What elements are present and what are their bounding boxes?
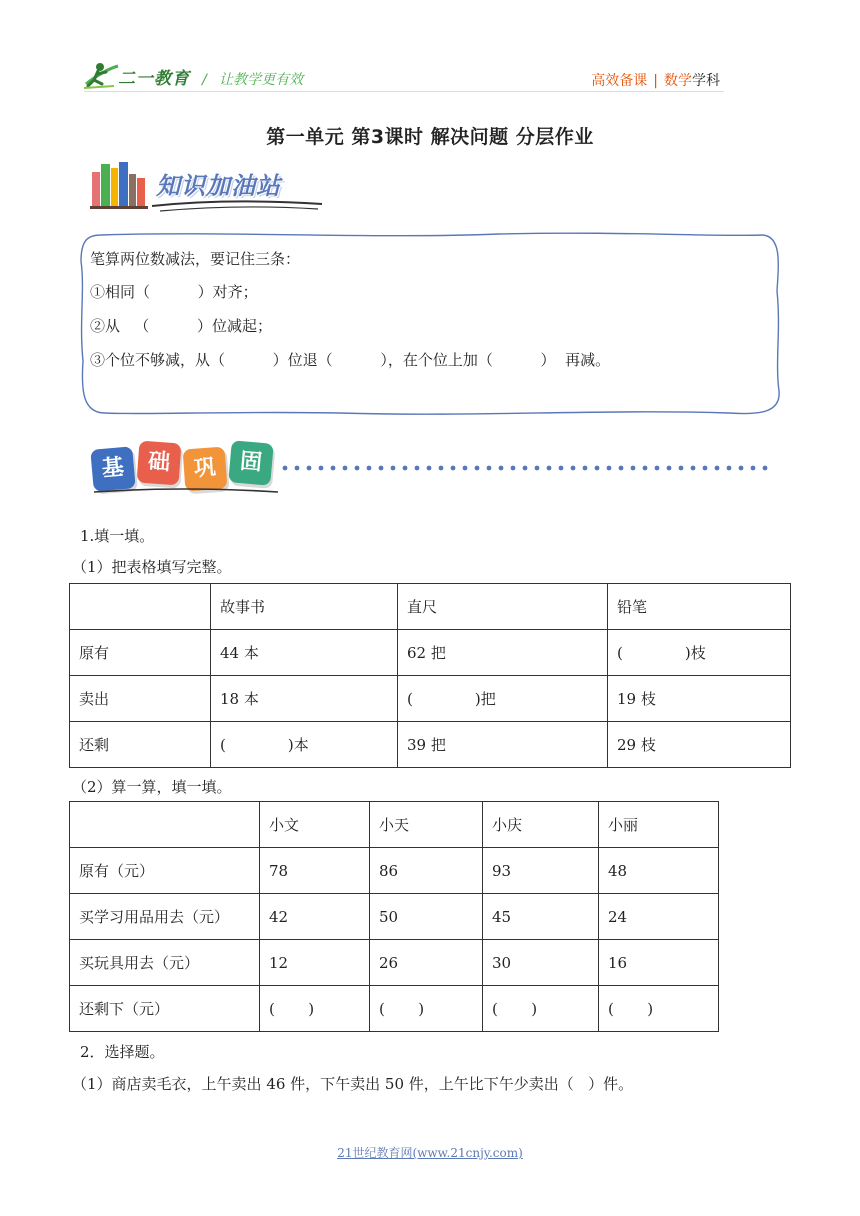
table-1 bbox=[69, 583, 791, 768]
table-row bbox=[70, 722, 791, 768]
table-1-cell: 直尺 bbox=[398, 584, 608, 630]
answer-blank[interactable]: ( )枝 bbox=[608, 630, 791, 676]
table-1-cell: 原有 bbox=[70, 630, 211, 676]
table-row bbox=[70, 986, 719, 1032]
table-2-cell: 93 bbox=[483, 848, 599, 894]
table-row bbox=[70, 676, 791, 722]
answer-blank[interactable]: ( ) bbox=[260, 986, 370, 1032]
knowledge-line-3: ②从 （ ）位减起； bbox=[90, 317, 272, 335]
divider-dot bbox=[475, 466, 480, 471]
divider-dot bbox=[715, 466, 720, 471]
table-1-cell: 故事书 bbox=[211, 584, 398, 630]
divider-dot bbox=[391, 466, 396, 471]
slogan-slash: / bbox=[202, 72, 207, 88]
table-1-header-row bbox=[70, 584, 791, 630]
divider-dot bbox=[451, 466, 456, 471]
table-1-cell: 还剩 bbox=[70, 722, 211, 768]
table-1-cell bbox=[70, 584, 211, 630]
table-1-cell: 29 枝 bbox=[608, 722, 791, 768]
table-2-cell: 30 bbox=[483, 940, 599, 986]
table-1-cell: 18 本 bbox=[211, 676, 398, 722]
table-2-cell: 78 bbox=[260, 848, 370, 894]
knowledge-line-1: 笔算两位数减法，要记住三条： bbox=[90, 250, 301, 268]
table-1-cell: 62 把 bbox=[398, 630, 608, 676]
divider-dot bbox=[679, 466, 684, 471]
divider-dot bbox=[343, 466, 348, 471]
divider-dot bbox=[415, 466, 420, 471]
footer-link[interactable]: 21世纪教育网(www.21cnjy.com) bbox=[337, 1146, 523, 1160]
table-2-cell: 26 bbox=[370, 940, 483, 986]
divider-dot bbox=[703, 466, 708, 471]
divider-dot bbox=[283, 466, 288, 471]
header-subject bbox=[591, 70, 720, 90]
divider-dot bbox=[319, 466, 324, 471]
table-2-cell: 买学习用品用去（元） bbox=[70, 894, 260, 940]
table-1-cell: 44 本 bbox=[211, 630, 398, 676]
divider-dot bbox=[643, 466, 648, 471]
table-2-header-row bbox=[70, 802, 719, 848]
basics-tile-3: 巩 bbox=[183, 447, 228, 492]
divider-dot bbox=[403, 466, 408, 471]
table-row bbox=[70, 940, 719, 986]
divider-dot bbox=[739, 466, 744, 471]
divider-dot bbox=[751, 466, 756, 471]
table-2-cell: 12 bbox=[260, 940, 370, 986]
table-2 bbox=[69, 801, 719, 1032]
header-divider bbox=[84, 91, 724, 92]
table-row bbox=[70, 630, 791, 676]
header-subject-plain: 学科 bbox=[692, 73, 720, 89]
divider-dot bbox=[487, 466, 492, 471]
table-2-cell bbox=[70, 802, 260, 848]
table-2-cell: 86 bbox=[370, 848, 483, 894]
knowledge-banner-title: 知识加油站 bbox=[156, 172, 281, 200]
table-2-cell: 小庆 bbox=[483, 802, 599, 848]
divider-dot bbox=[763, 466, 768, 471]
q1-part1: （1）把表格填写完整。 bbox=[72, 558, 232, 576]
table-2-cell: 小文 bbox=[260, 802, 370, 848]
divider-dot bbox=[379, 466, 384, 471]
header-separator: | bbox=[653, 73, 658, 89]
banner-underline bbox=[150, 196, 325, 216]
answer-blank[interactable]: ( )把 bbox=[398, 676, 608, 722]
slogan-text: 让教学更有效 bbox=[219, 72, 304, 88]
table-2-cell: 买玩具用去（元） bbox=[70, 940, 260, 986]
books-icon bbox=[90, 158, 148, 210]
header-prep-label: 高效备课 bbox=[591, 73, 648, 89]
divider-dot bbox=[559, 466, 564, 471]
answer-blank[interactable]: ( )本 bbox=[211, 722, 398, 768]
divider-dot bbox=[295, 466, 300, 471]
basics-tile-1: 基 bbox=[90, 446, 136, 492]
answer-blank[interactable]: ( ) bbox=[483, 986, 599, 1032]
divider-dot bbox=[583, 466, 588, 471]
table-2-cell: 原有（元） bbox=[70, 848, 260, 894]
divider-dot bbox=[727, 466, 732, 471]
q1-heading: 1.填一填。 bbox=[80, 527, 155, 545]
table-2-cell: 16 bbox=[599, 940, 719, 986]
table-1-cell: 19 枝 bbox=[608, 676, 791, 722]
basics-tile-4: 固 bbox=[228, 440, 274, 486]
divider-dot bbox=[499, 466, 504, 471]
brand-slogan bbox=[202, 69, 303, 89]
table-2-cell: 45 bbox=[483, 894, 599, 940]
table-2-cell: 48 bbox=[599, 848, 719, 894]
page-title: 第一单元 第3课时 解决问题 分层作业 bbox=[266, 126, 594, 148]
divider-dot bbox=[595, 466, 600, 471]
dotted-divider bbox=[282, 465, 772, 471]
table-row bbox=[70, 848, 719, 894]
divider-dot bbox=[547, 466, 552, 471]
brand-name: 二一教育 bbox=[118, 69, 190, 89]
answer-blank[interactable]: ( ) bbox=[599, 986, 719, 1032]
divider-dot bbox=[523, 466, 528, 471]
divider-dot bbox=[511, 466, 516, 471]
divider-dot bbox=[619, 466, 624, 471]
divider-dot bbox=[571, 466, 576, 471]
basics-underline bbox=[92, 484, 282, 498]
basics-tile-2: 础 bbox=[137, 441, 182, 486]
knowledge-line-2: ①相同（ ）对齐； bbox=[90, 283, 258, 301]
divider-dot bbox=[655, 466, 660, 471]
divider-dot bbox=[607, 466, 612, 471]
divider-dot bbox=[331, 466, 336, 471]
divider-dot bbox=[427, 466, 432, 471]
divider-dot bbox=[631, 466, 636, 471]
divider-dot bbox=[463, 466, 468, 471]
table-2-cell: 50 bbox=[370, 894, 483, 940]
table-row bbox=[70, 894, 719, 940]
table-1-cell: 卖出 bbox=[70, 676, 211, 722]
divider-dot bbox=[439, 466, 444, 471]
divider-dot bbox=[535, 466, 540, 471]
table-2-cell: 24 bbox=[599, 894, 719, 940]
table-1-cell: 铅笔 bbox=[608, 584, 791, 630]
divider-dot bbox=[667, 466, 672, 471]
table-2-cell: 小天 bbox=[370, 802, 483, 848]
divider-dot bbox=[367, 466, 372, 471]
q2-part1: （1）商店卖毛衣，上午卖出 46 件，下午卖出 50 件，上午比下午少卖出（ ）件。 bbox=[72, 1075, 634, 1093]
q2-heading: 2．选择题。 bbox=[80, 1043, 165, 1061]
knowledge-line-4: ③个位不够减，从（ ）位退（ ），在个位上加（ ） 再减。 bbox=[90, 351, 611, 369]
table-1-cell: 39 把 bbox=[398, 722, 608, 768]
table-2-cell: 42 bbox=[260, 894, 370, 940]
divider-dot bbox=[355, 466, 360, 471]
divider-dot bbox=[691, 466, 696, 471]
table-2-cell: 还剩下（元） bbox=[70, 986, 260, 1032]
answer-blank[interactable]: ( ) bbox=[370, 986, 483, 1032]
q1-part2: （2）算一算，填一填。 bbox=[72, 778, 232, 796]
header-subject-colored: 数学 bbox=[664, 73, 692, 89]
table-2-cell: 小丽 bbox=[599, 802, 719, 848]
divider-dot bbox=[307, 466, 312, 471]
